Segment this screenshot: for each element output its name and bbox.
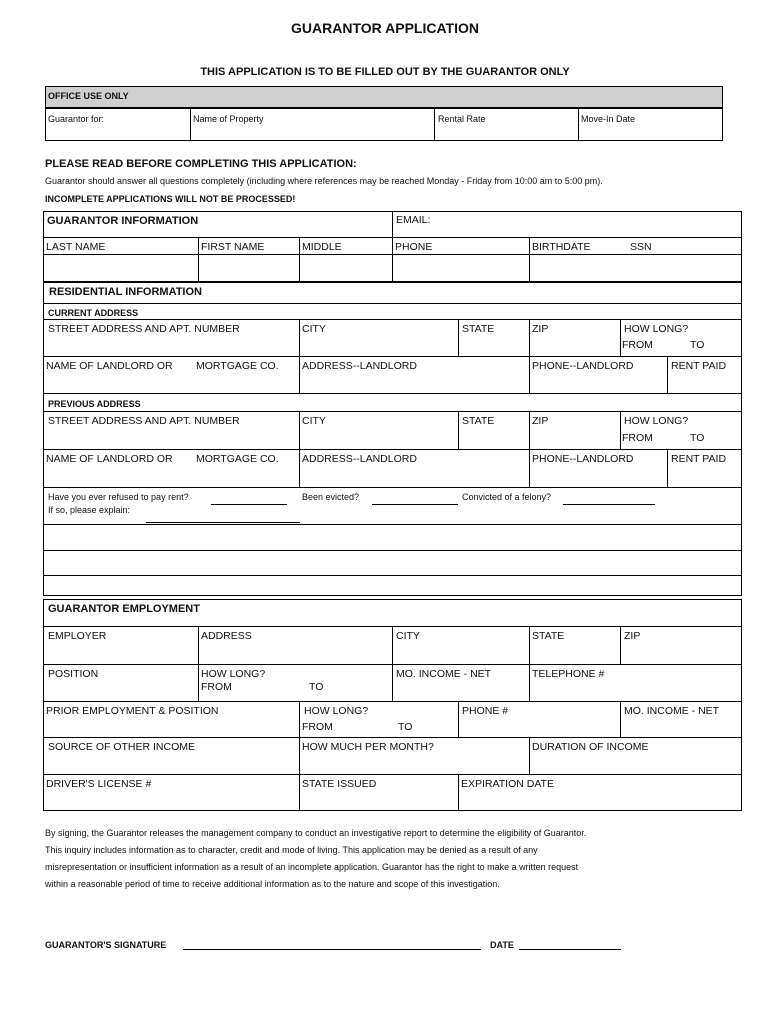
last-name-field[interactable]: LAST NAME xyxy=(46,241,106,253)
employer-zip-field[interactable]: ZIP xyxy=(624,630,641,642)
consent-line-3: misrepresentation or insufficient information as a result of an incomplete application. Guarantor has the right to make a written request xyxy=(45,862,579,872)
current-to-label: TO xyxy=(690,339,705,351)
prior-how-long-field[interactable]: HOW LONG? xyxy=(304,705,369,717)
signature-label: GUARANTOR'S SIGNATURE xyxy=(45,940,167,950)
income-duration-field[interactable]: DURATION OF INCOME xyxy=(532,741,649,753)
prior-phone-field[interactable]: PHONE # xyxy=(462,705,509,717)
notice-text: Guarantor should answer all questions completely (including where references may be reached Monday - Friday from 10:00 am to 5:00 pm). xyxy=(45,176,603,186)
previous-landlord-field[interactable]: NAME OF LANDLORD OR xyxy=(46,453,173,465)
page-subtitle: THIS APPLICATION IS TO BE FILLED OUT BY THE GUARANTOR ONLY xyxy=(200,66,570,78)
employer-field[interactable]: EMPLOYER xyxy=(48,630,107,642)
previous-city-field[interactable]: CITY xyxy=(302,415,326,427)
current-mortgage-label: MORTGAGE CO. xyxy=(196,360,279,372)
prior-employment-field[interactable]: PRIOR EMPLOYMENT & POSITION xyxy=(46,705,219,717)
prior-to-label: TO xyxy=(398,721,413,733)
email-field[interactable]: EMAIL: xyxy=(396,214,431,226)
consent-line-1: By signing, the Guarantor releases the management company to conduct an investigative report to determine the eligibility of Guarantor. xyxy=(45,828,587,838)
previous-to-label: TO xyxy=(690,432,705,444)
license-expiration-field[interactable]: EXPIRATION DATE xyxy=(461,778,554,790)
phone-field[interactable]: PHONE xyxy=(395,241,433,253)
explain-answer[interactable] xyxy=(146,522,300,523)
page-title: GUARANTOR APPLICATION xyxy=(291,20,479,36)
license-state-field[interactable]: STATE ISSUED xyxy=(302,778,377,790)
employer-city-field[interactable]: CITY xyxy=(396,630,420,642)
other-income-source-field[interactable]: SOURCE OF OTHER INCOME xyxy=(48,741,196,753)
property-name-field[interactable]: Name of Property xyxy=(193,114,264,124)
ssn-field[interactable]: SSN xyxy=(630,241,652,253)
current-state-field[interactable]: STATE xyxy=(462,323,495,335)
prior-from-label: FROM xyxy=(302,721,333,733)
employment-heading: GUARANTOR EMPLOYMENT xyxy=(48,603,200,615)
residential-heading: RESIDENTIAL INFORMATION xyxy=(49,286,202,298)
previous-from-label: FROM xyxy=(622,432,653,444)
consent-line-2: This inquiry includes information as to character, credit and mode of living. This application may be denied as a result of any xyxy=(45,845,538,855)
position-to-label: TO xyxy=(309,681,324,693)
date-label: DATE xyxy=(490,940,514,950)
refused-rent-question: Have you ever refused to pay rent? xyxy=(48,492,189,502)
felony-question: Convicted of a felony? xyxy=(462,492,552,502)
first-name-field[interactable]: FIRST NAME xyxy=(201,241,265,253)
guarantor-for-field[interactable]: Guarantor for: xyxy=(48,114,105,124)
previous-how-long-field[interactable]: HOW LONG? xyxy=(624,415,689,427)
felony-answer[interactable] xyxy=(563,504,655,505)
employer-state-field[interactable]: STATE xyxy=(532,630,565,642)
notice-heading: PLEASE READ BEFORE COMPLETING THIS APPLICATION: xyxy=(45,158,357,170)
evicted-question: Been evicted? xyxy=(302,492,360,502)
previous-address-heading: PREVIOUS ADDRESS xyxy=(48,399,141,409)
previous-landlord-address-field[interactable]: ADDRESS--LANDLORD xyxy=(302,453,417,465)
previous-zip-field[interactable]: ZIP xyxy=(532,415,549,427)
previous-street-field[interactable]: STREET ADDRESS AND APT. NUMBER xyxy=(48,415,240,427)
date-line[interactable] xyxy=(519,949,621,950)
guarantor-info-heading: GUARANTOR INFORMATION xyxy=(47,215,199,227)
previous-landlord-phone-field[interactable]: PHONE--LANDLORD xyxy=(532,453,634,465)
other-income-amount-field[interactable]: HOW MUCH PER MONTH? xyxy=(302,741,434,753)
position-field[interactable]: POSITION xyxy=(48,668,99,680)
position-how-long-field[interactable]: HOW LONG? xyxy=(201,668,266,680)
current-landlord-field[interactable]: NAME OF LANDLORD OR xyxy=(46,360,173,372)
drivers-license-field[interactable]: DRIVER'S LICENSE # xyxy=(46,778,152,790)
move-in-date-field[interactable]: Move-In Date xyxy=(581,114,636,124)
middle-name-field[interactable]: MIDDLE xyxy=(302,241,342,253)
notice-warning: INCOMPLETE APPLICATIONS WILL NOT BE PROCESSED! xyxy=(45,194,296,204)
prior-income-field[interactable]: MO. INCOME - NET xyxy=(624,705,720,717)
employer-address-field[interactable]: ADDRESS xyxy=(201,630,252,642)
refused-rent-answer[interactable] xyxy=(211,504,287,505)
current-zip-field[interactable]: ZIP xyxy=(532,323,549,335)
rental-rate-field[interactable]: Rental Rate xyxy=(438,114,486,124)
income-net-field[interactable]: MO. INCOME - NET xyxy=(396,668,492,680)
current-city-field[interactable]: CITY xyxy=(302,323,326,335)
evicted-answer[interactable] xyxy=(372,504,458,505)
telephone-field[interactable]: TELEPHONE # xyxy=(532,668,605,680)
position-from-label: FROM xyxy=(201,681,232,693)
current-landlord-address-field[interactable]: ADDRESS--LANDLORD xyxy=(302,360,417,372)
office-use-header xyxy=(45,86,723,108)
consent-line-4: within a reasonable period of time to receive additional information as to the nature and scope of this investigation. xyxy=(45,879,500,889)
current-street-field[interactable]: STREET ADDRESS AND APT. NUMBER xyxy=(48,323,240,335)
current-address-heading: CURRENT ADDRESS xyxy=(48,308,139,318)
current-how-long-field[interactable]: HOW LONG? xyxy=(624,323,689,335)
birthdate-field[interactable]: BIRTHDATE xyxy=(532,241,591,253)
previous-state-field[interactable]: STATE xyxy=(462,415,495,427)
signature-line[interactable] xyxy=(183,949,481,950)
current-landlord-phone-field[interactable]: PHONE--LANDLORD xyxy=(532,360,634,372)
previous-mortgage-label: MORTGAGE CO. xyxy=(196,453,279,465)
office-use-label: OFFICE USE ONLY xyxy=(48,91,129,101)
current-from-label: FROM xyxy=(622,339,653,351)
previous-rent-paid-field[interactable]: RENT PAID xyxy=(671,453,727,465)
explain-label: If so, please explain: xyxy=(48,505,131,515)
current-rent-paid-field[interactable]: RENT PAID xyxy=(671,360,727,372)
